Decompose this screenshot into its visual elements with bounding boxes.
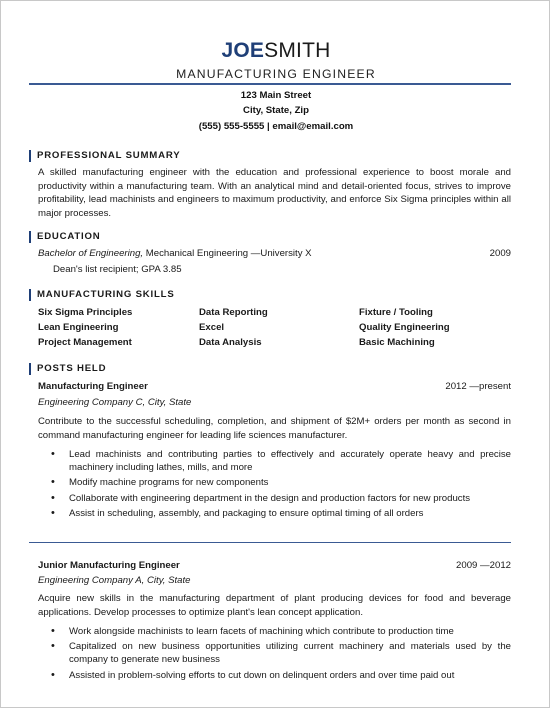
job-company-2: Engineering Company A, City, State [38, 575, 191, 586]
job-divider [29, 542, 511, 543]
list-item: • Lead machinists and contributing parties to effectively and accurately operate heavy and precise machinery including lathes, mills, and more [45, 448, 511, 474]
skill-item: Excel [199, 322, 225, 333]
header-divider [29, 83, 511, 85]
section-marker [29, 231, 31, 243]
degree-line [38, 247, 312, 260]
list-item: • Assist in scheduling, assembly, and packaging to ensure optimal timing of all orders [45, 507, 511, 520]
degree-field: Mechanical Engineering —University X [143, 248, 312, 259]
list-item: • Assisted in problem-solving efforts to cut down on delinquent orders and over time paid out [45, 669, 511, 682]
skill-item: Six Sigma Principles [38, 307, 133, 318]
section-marker [29, 150, 31, 162]
skill-item: Lean Engineering [38, 322, 119, 333]
job-company-1: Engineering Company C, City, State [38, 397, 192, 408]
job-summary-2: Acquire new skills in the manufacturing department of plant producing devices for food and beverage applications. Develop processes to optimize plant's lean concept application. [38, 593, 511, 618]
job-bullets-2 [45, 625, 511, 682]
list-item: • Capitalized on new business opportunities utilizing current machinery and materials used by the company to generate new business [45, 640, 511, 666]
education-year: 2009 [489, 248, 511, 259]
section-marker [29, 363, 31, 375]
degree: Bachelor of Engineering, [38, 248, 144, 259]
section-marker [29, 289, 31, 301]
skill-item: Data Reporting [199, 307, 268, 318]
first-name: JOE [221, 39, 265, 62]
education-section-heading [29, 231, 511, 243]
summary-text: A skilled manufacturing engineer with the education and professional experience to boost morale and productivity within a manufacturing team. With an analytical mind and detail-oriented focus, strives to improve profitability, lead machinists and engineers to maximum productivity, and enforce Six Sigma principles within all major processes. [38, 167, 511, 219]
job-dates-2: 2009 —2012 [456, 560, 511, 571]
job-title-1: Manufacturing Engineer [38, 381, 148, 392]
skills-section-heading [29, 289, 511, 301]
skill-item: Project Management [38, 337, 132, 348]
skill-item: Fixture / Tooling [359, 307, 433, 318]
city-line: City, State, Zip [243, 105, 309, 116]
job-summary-1: Contribute to the successful scheduling, completion, and shipment of $2M+ orders per month as second in command manufacturing engineer for leading life sciences manufacturer. [38, 416, 511, 441]
summary-heading: PROFESSIONAL SUMMARY [37, 150, 181, 161]
list-item: • Collaborate with engineering department in the design and production factors for new products [45, 492, 511, 505]
phone-email: (555) 555-5555 | email@email.com [198, 121, 354, 132]
address: 123 Main Street [240, 90, 312, 101]
job-title: MANUFACTURING ENGINEER [176, 67, 376, 81]
job-bullets-1 [45, 448, 511, 520]
education-heading: EDUCATION [37, 231, 101, 242]
posts-section-heading [29, 363, 511, 375]
job-title-2: Junior Manufacturing Engineer [38, 560, 180, 571]
skill-item: Data Analysis [199, 337, 262, 348]
candidate-name [1, 39, 550, 63]
summary-section-heading [29, 150, 511, 162]
job-dates-1: 2012 —present [445, 381, 511, 392]
list-item: • Work alongside machinists to learn facets of machining which contribute to production time [45, 625, 511, 638]
skill-item: Quality Engineering [359, 322, 450, 333]
last-name: SMITH [264, 39, 331, 62]
skills-heading: MANUFACTURING SKILLS [37, 289, 175, 300]
skill-item: Basic Machining [359, 337, 435, 348]
list-item: • Modify machine programs for new components [45, 476, 511, 489]
posts-heading: POSTS HELD [37, 363, 107, 374]
education-honor: Dean's list recipient; GPA 3.85 [53, 264, 182, 275]
